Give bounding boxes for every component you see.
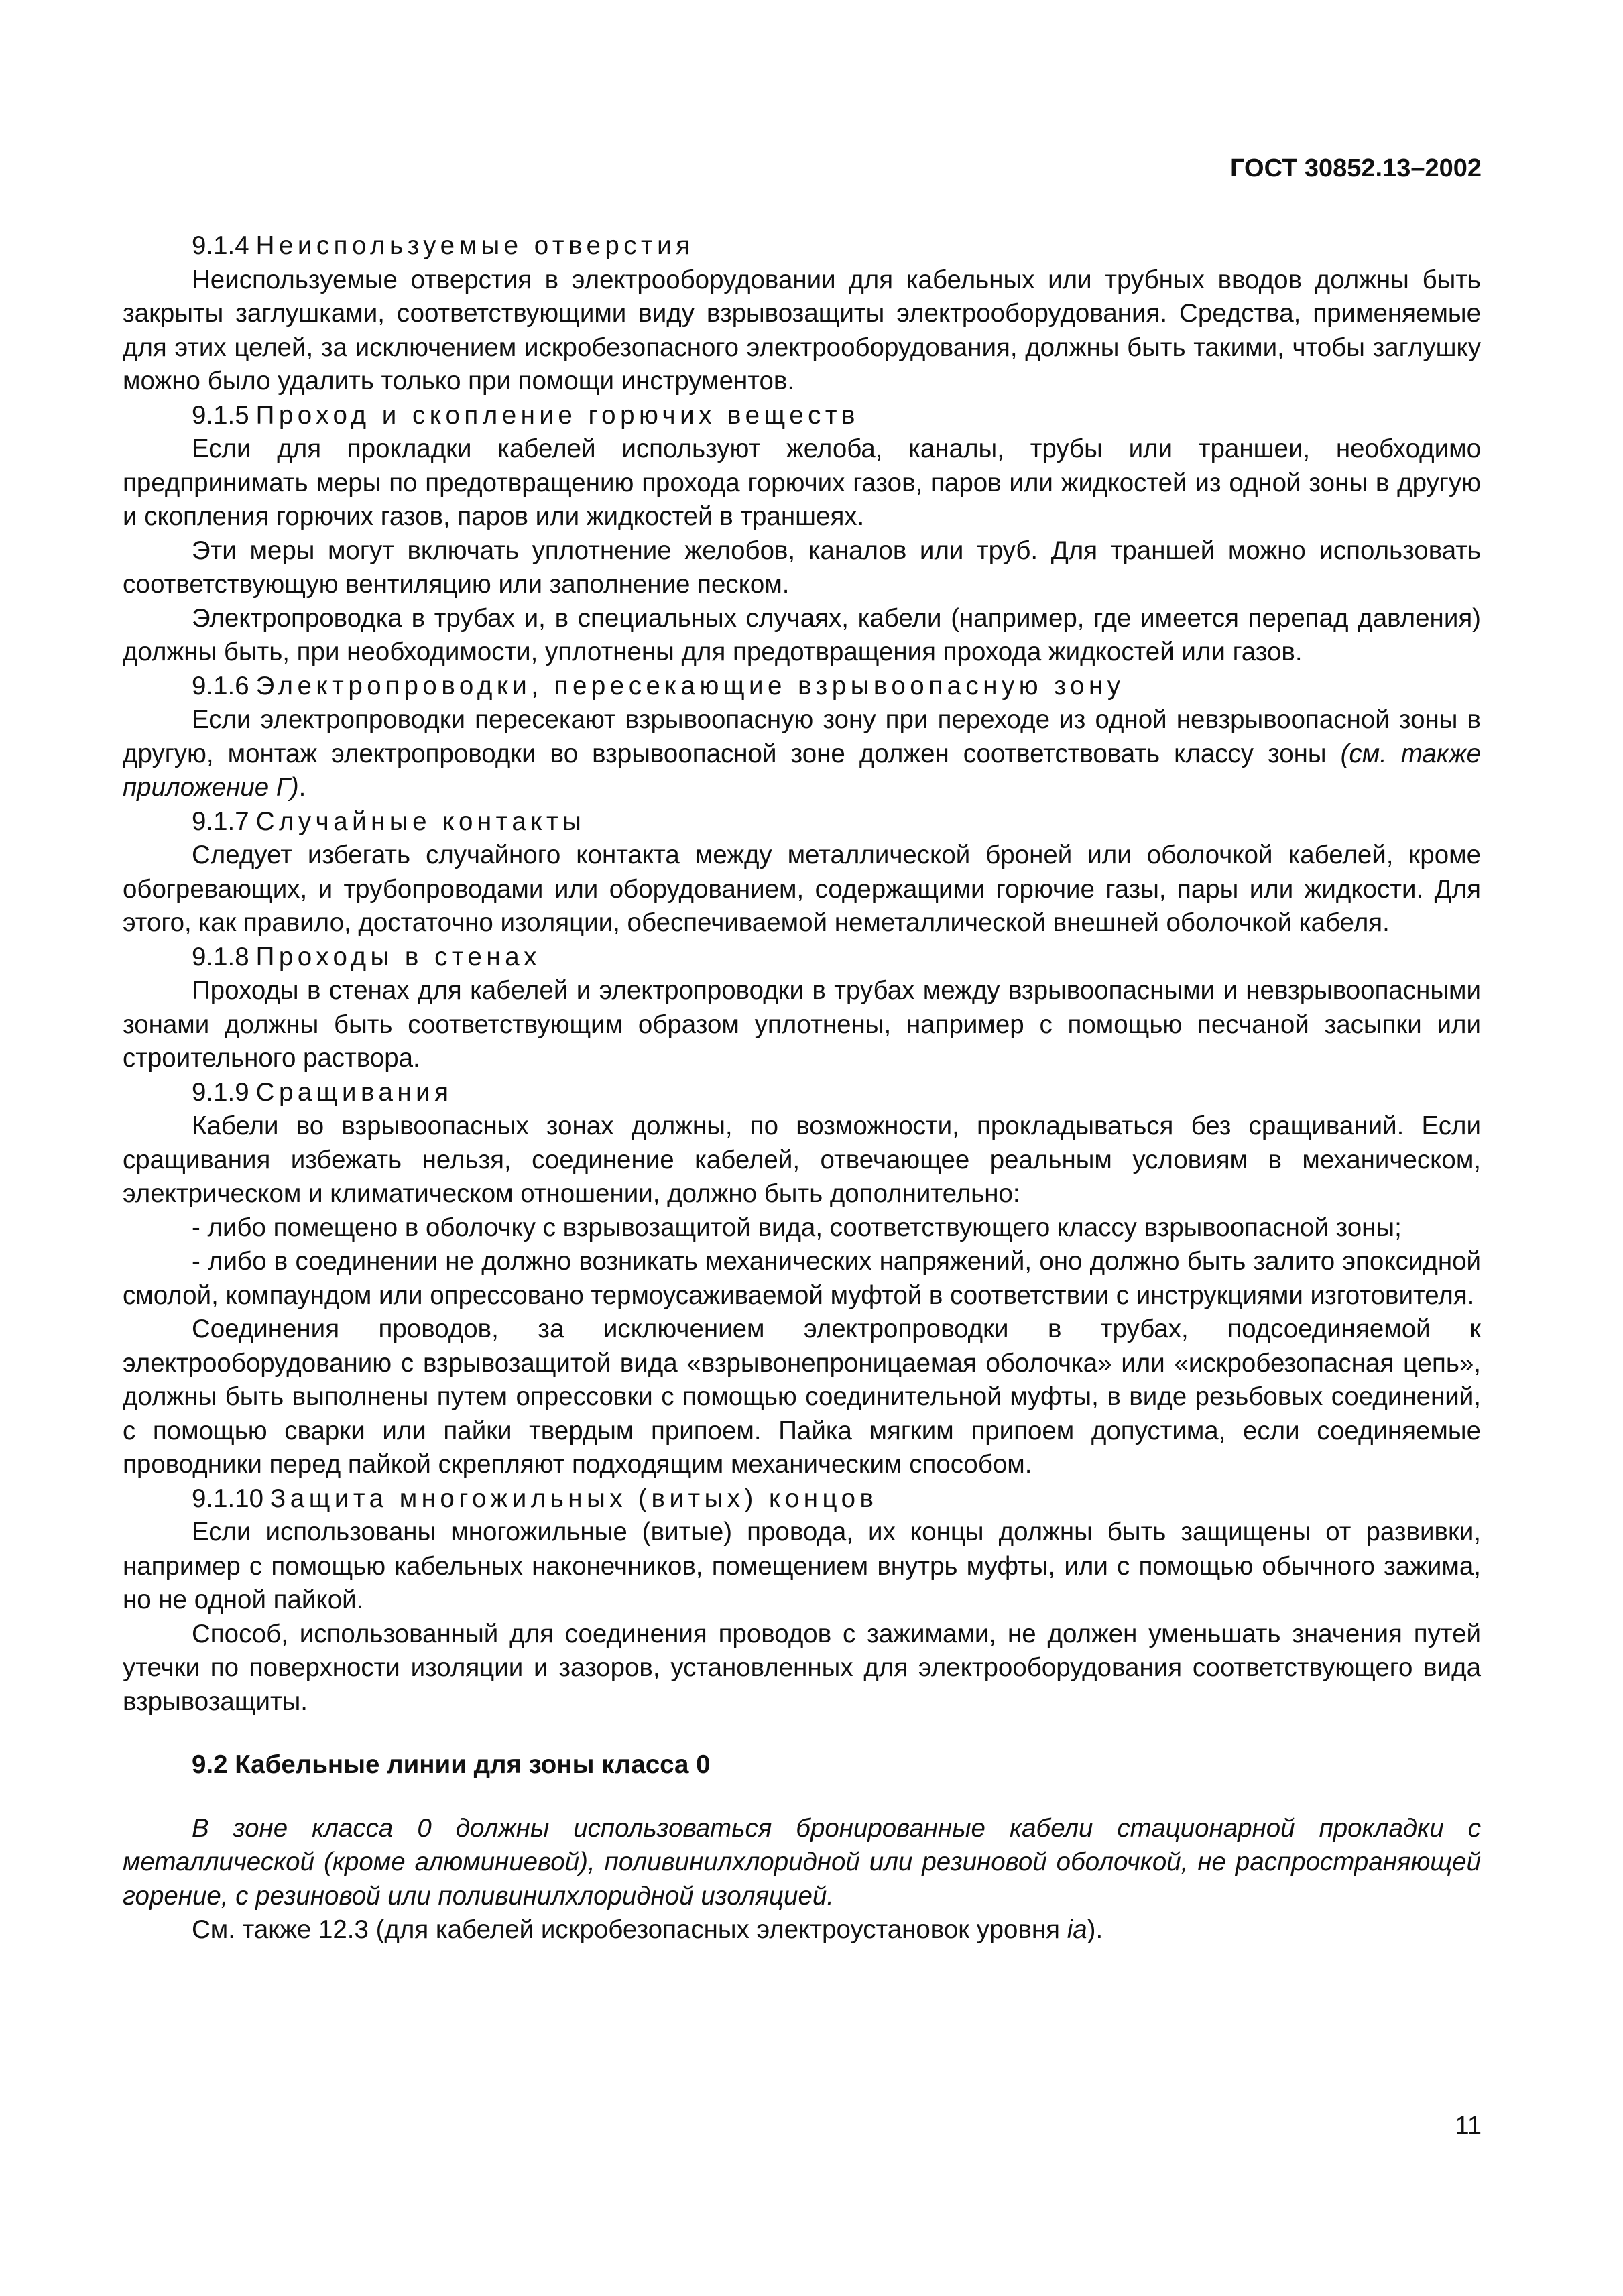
paragraph xyxy=(123,1913,1481,1947)
paragraph: Если для прокладки кабелей используют желоба, каналы, трубы или траншеи, необходимо предпринимать меры по предотвращению прохода горючих газов, паров или жидкостей из одной зоны в другую и скопления горючих газов, паров или жидкостей в траншеях. xyxy=(123,434,1481,531)
section-number: 9.1.8 xyxy=(192,942,249,971)
paragraph: Кабели во взрывоопасных зонах должны, по возможности, прокладываться без сращиваний. Если сращивания избежать нельзя, соединение кабелей, отвечающее реальным условиям в механическом, электрическом и климатическом отношении, должно быть дополнительно: xyxy=(123,1111,1481,1208)
paragraph-text: Если электропроводки пересекают взрывоопасную зону при переходе из одной невзрывоопасной зоны в другую, монтаж электропроводки во взрывоопасной зоне должен соответствовать классу зоны xyxy=(123,705,1481,768)
section-number: 9.1.4 xyxy=(192,231,249,260)
paragraph: Неиспользуемые отверстия в электрооборудовании для кабельных или трубных вводов должны быть закрыты заглушками, соответствующими виду взрывозащиты электрооборудования. Средства, применяемые для этих целей, за исключением искробезопасного электрооборудования, должны быть такими, чтобы заглушку можно было удалить только при помощи инструментов. xyxy=(123,265,1481,396)
paragraph: Эти меры могут включать уплотнение желобов, каналов или труб. Для траншей можно использовать соответствующую вентиляцию или заполнение песком. xyxy=(123,536,1481,599)
document-header: ГОСТ 30852.13–2002 xyxy=(1229,154,1482,182)
level-designation: ia xyxy=(1067,1915,1087,1944)
section-title: Защита многожильных (витых) концов xyxy=(270,1484,878,1513)
paragraph: Следует избегать случайного контакта между металлической броней или оболочкой кабелей, кроме обогревающих, и трубопроводами или оборудованием, содержащими горючие газы, пары или жидкости. Для этого, как правило, достаточно изоляции, обеспечиваемой неметаллической внешней оболочкой кабеля. xyxy=(123,841,1481,937)
section-number: 9.1.6 xyxy=(192,671,249,701)
section-number: 9.1.5 xyxy=(192,400,249,430)
list-item: - либо в соединении не должно возникать механических напряжений, оно должно быть залито эпоксидной смолой, компаундом или опрессовано термоусаживаемой муфтой в соответствии с инструкциями изготовителя. xyxy=(123,1247,1481,1310)
paragraph: Проходы в стенах для кабелей и электропроводки в трубах между взрывоопасными и невзрывоопасными зонами должны быть соответствующим образом уплотнены, например с помощью песчаной засыпки или строительного раствора. xyxy=(123,976,1481,1073)
paragraph-italic: В зоне класса 0 должны использоваться бронированные кабели стационарной прокладки с металлической (кроме алюминиевой), поливинилхлоридной или резиновой оболочкой, не распространяющей горение, с резиновой или поливинилхлоридной изоляцией. xyxy=(123,1813,1481,1911)
section-number: 9.1.7 xyxy=(192,806,249,836)
section-heading-9-1-6 xyxy=(123,670,1481,704)
section-title: Неиспользуемые отверстия xyxy=(255,231,695,260)
section-number: 9.1.9 xyxy=(192,1077,249,1107)
list-item: - либо помещено в оболочку с взрывозащитой вида, соответствующего классу взрывоопасной зоны; xyxy=(192,1213,1402,1242)
section-heading-9-1-5 xyxy=(123,399,1481,433)
paragraph-end: ). xyxy=(1087,1915,1103,1944)
paragraph: Соединения проводов, за исключением электропроводки в трубах, подсоединяемой к электрооборудованию с взрывозащитой вида «взрывонепроницаемая оболочка» или «искробезопасная цепь», должны быть выполнены путем опрессовки с помощью соединительной муфты, в виде резьбовых соединений, с помощью сварки или пайки твердым припоем. Пайка мягким припоем допустима, если соединяемые проводники перед пайкой скрепляют подходящим механическим способом. xyxy=(123,1315,1481,1479)
section-title: Случайные контакты xyxy=(255,806,586,836)
section-heading-9-1-10 xyxy=(123,1482,1481,1516)
section-number: 9.1.10 xyxy=(192,1484,264,1513)
paragraph: Способ, использованный для соединения проводов с зажимами, не должен уменьшать значения путей утечки по поверхности изоляции и зазоров, установленных для электрооборудования соответствующего вида взрывозащиты. xyxy=(123,1619,1481,1716)
section-heading-9-2: 9.2 Кабельные линии для зоны класса 0 xyxy=(192,1750,711,1779)
cross-reference: (см. также приложение Г) xyxy=(123,739,1481,802)
page-content xyxy=(123,229,1481,1947)
paragraph: Если использованы многожильные (витые) провода, их концы должны быть защищены от развивки, например с помощью кабельных наконечников, помещением внутрь муфты, или с помощью обычного зажима, но не одной пайкой. xyxy=(123,1518,1481,1614)
page-number: 11 xyxy=(1455,2112,1482,2140)
paragraph: Электропроводка в трубах и, в специальных случаях, кабели (например, где имеется перепад давления) должны быть, при необходимости, уплотнены для предотвращения прохода жидкостей или газов. xyxy=(123,603,1481,666)
paragraph xyxy=(123,703,1481,805)
section-title: Электропроводки, пересекающие взрывоопасную зону xyxy=(255,671,1125,701)
paragraph-text: См. также 12.3 (для кабелей искробезопасных электроустановок уровня xyxy=(192,1915,1060,1944)
section-heading-9-1-9 xyxy=(123,1076,1481,1110)
section-title: Сращивания xyxy=(255,1077,453,1107)
paragraph-end: . xyxy=(298,773,306,802)
section-title: Проходы в стенах xyxy=(255,942,541,971)
section-heading-9-1-4 xyxy=(123,229,1481,263)
section-heading-9-1-8 xyxy=(123,941,1481,975)
section-title: Проход и скопление горючих веществ xyxy=(255,400,859,430)
section-heading-9-1-7 xyxy=(123,805,1481,839)
